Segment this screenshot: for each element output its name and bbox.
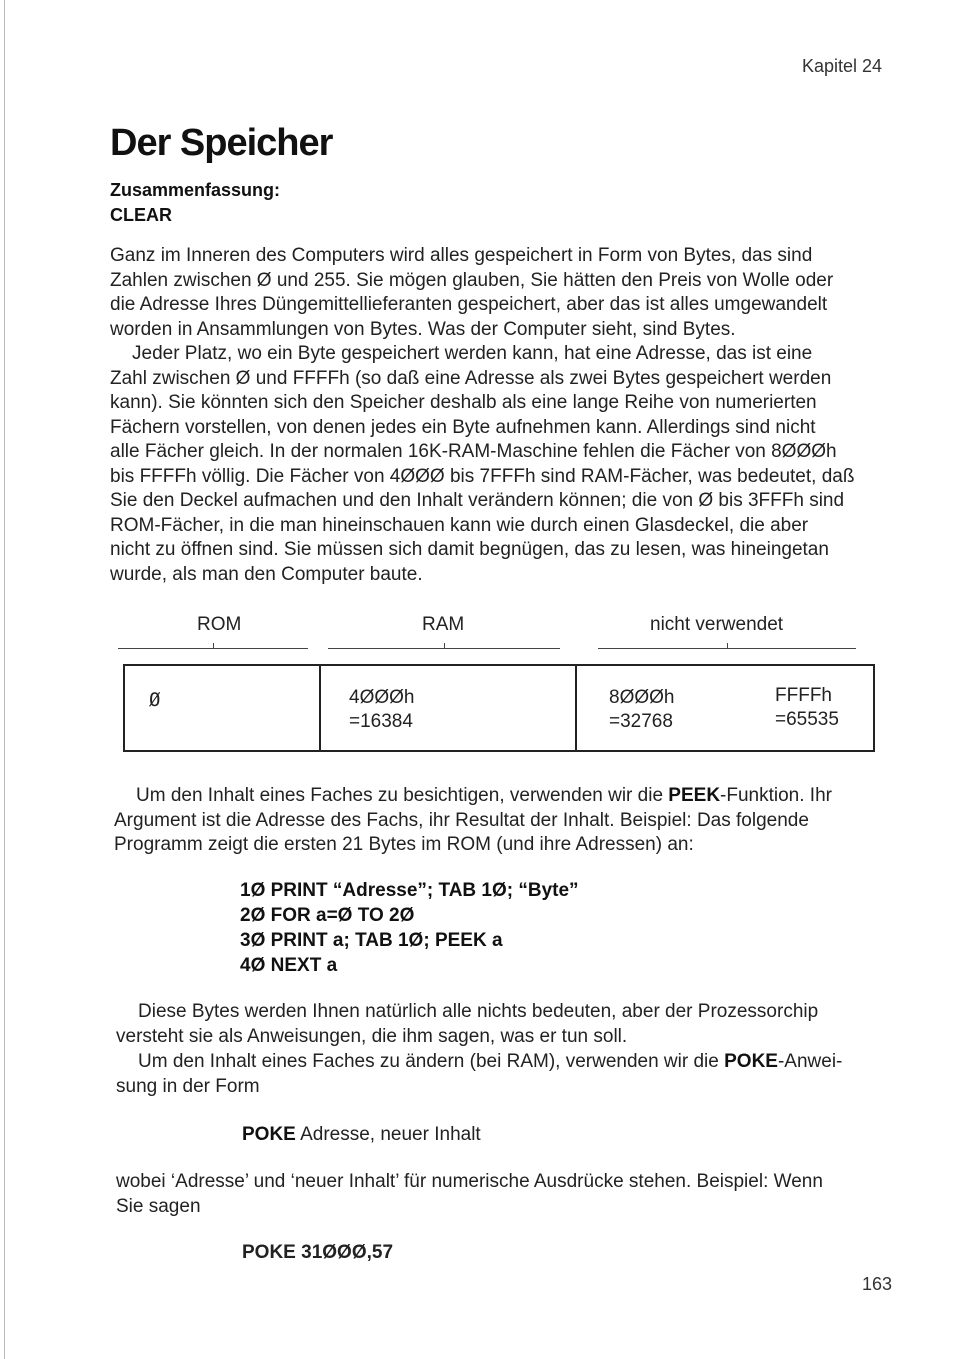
rom-label: ROM — [197, 614, 242, 635]
page-number: 163 — [861, 1274, 892, 1294]
memory-address — [349, 686, 414, 734]
memory-cell-unused — [577, 666, 873, 750]
code-line: 2Ø FOR a=Ø TO 2Ø — [240, 905, 415, 926]
memory-address-end — [775, 684, 839, 732]
program-listing — [240, 878, 579, 978]
paragraph-peek — [114, 784, 894, 858]
paragraph-addresses — [110, 342, 890, 587]
rom-brace — [118, 648, 308, 659]
address-hex: 4ØØØh — [349, 687, 415, 708]
address-hex: FFFFh — [775, 685, 832, 706]
summary-label: Zusammenfassung: — [110, 180, 281, 200]
text-line: Jeder Platz, wo ein Byte gespeichert werden kann, hat eine Adresse, das ist eine — [132, 343, 813, 364]
text-fragment: Um den Inhalt eines Faches zu ändern (bei RAM), verwenden wir die — [138, 1051, 725, 1072]
memory-address — [609, 686, 674, 734]
text-line: Ganz im Inneren des Computers wird alles gespeichert in Form von Bytes, das sind — [110, 245, 813, 266]
summary-keyword: CLEAR — [110, 205, 172, 225]
text-line: bis FFFFh völlig. Die Fächer von 4ØØØ bis 7FFFh sind RAM-Fächer, was bedeutet, daß — [110, 465, 855, 487]
paragraph-example-intro — [116, 1170, 896, 1219]
ram-label: RAM — [422, 614, 465, 635]
text-line: Sie sagen — [116, 1195, 201, 1217]
text-line: Argument ist die Adresse des Fachs, ihr Resultat der Inhalt. Beispiel: Das folgende — [114, 809, 809, 831]
text-fragment: Um den Inhalt eines Faches zu besichtigen, verwenden wir die — [136, 785, 669, 806]
page-title: Der Speicher — [110, 122, 333, 164]
address-decimal: =32768 — [609, 711, 673, 732]
address-hex: 8ØØØh — [609, 687, 675, 708]
text-line: alle Fächer gleich. In der normalen 16K-RAM-Maschine fehlen die Fächer von 8ØØØh — [110, 441, 837, 462]
poke-example: POKE 31ØØØ,57 — [242, 1242, 394, 1263]
paragraph-intro — [110, 244, 890, 342]
text-line: wurde, als man den Computer baute. — [110, 563, 423, 585]
poke-syntax — [242, 1124, 481, 1146]
text-line — [114, 784, 894, 809]
memory-address: Ø — [149, 689, 161, 711]
paragraph-poke — [116, 1050, 896, 1099]
text-line: worden in Ansammlungen von Bytes. Was der Computer sieht, sind Bytes. — [110, 318, 736, 340]
summary-block — [110, 178, 280, 228]
unused-brace — [598, 648, 856, 659]
unused-label: nicht verwendet — [650, 614, 784, 635]
page-edge — [4, 0, 5, 1359]
text-line: Programm zeigt die ersten 21 Bytes im ROM (und ihre Adressen) an: — [114, 834, 694, 855]
text-line: sung in der Form — [116, 1075, 260, 1097]
poke-keyword: POKE — [724, 1051, 778, 1072]
ram-brace — [328, 648, 560, 659]
text-line: versteht sie als Anweisungen, die ihm sagen, was er tun soll. — [116, 1025, 628, 1047]
text-line — [116, 1050, 896, 1075]
poke-args: Adresse, neuer Inhalt — [295, 1124, 481, 1145]
text-line: Sie den Deckel aufmachen und den Inhalt verändern können; die von Ø bis 3FFFh sind — [110, 490, 845, 511]
poke-keyword: POKE — [242, 1124, 296, 1145]
code-line: 1Ø PRINT “Adresse”; TAB 1Ø; “Byte” — [240, 880, 579, 901]
text-line: die Adresse Ihres Düngemittellieferanten gespeichert, aber das ist alles umgewandelt — [110, 294, 828, 315]
text-line: Zahlen zwischen Ø und 255. Sie mögen glauben, Sie hätten den Preis von Wolle oder — [110, 269, 834, 291]
code-line: 4Ø NEXT a — [240, 955, 338, 976]
text-fragment: -Funktion. Ihr — [720, 785, 832, 806]
memory-cell-rom — [125, 666, 321, 750]
text-line: ROM-Fächer, in die man hineinschauen kann wie durch einen Glasdeckel, die aber — [110, 514, 809, 536]
peek-keyword: PEEK — [668, 785, 721, 806]
text-line: wobei ‘Adresse’ und ‘neuer Inhalt’ für numerische Ausdrücke stehen. Beispiel: Wenn — [116, 1171, 823, 1192]
chapter-header: Kapitel 24 — [801, 56, 882, 76]
text-line: Diese Bytes werden Ihnen natürlich alle nichts bedeuten, aber der Prozessorchip — [138, 1001, 819, 1022]
text-line: kann). Sie könnten sich den Speicher deshalb als eine lange Reihe von numerierten — [110, 392, 817, 413]
text-fragment: -Anwei- — [777, 1051, 843, 1072]
text-line: Zahl zwischen Ø und FFFFh (so daß eine Adresse als zwei Bytes gespeichert werden — [110, 367, 832, 389]
address-decimal: =16384 — [349, 711, 413, 732]
code-line: 3Ø PRINT a; TAB 1Ø; PEEK a — [240, 930, 503, 951]
text-line: nicht zu öffnen sind. Sie müssen sich damit begnügen, das zu lesen, was hineingetan — [110, 539, 829, 560]
paragraph-bytes — [116, 1000, 896, 1049]
memory-cell-ram — [321, 666, 577, 750]
address-decimal: =65535 — [775, 709, 839, 730]
memory-map — [123, 664, 875, 752]
text-line: Fächern vorstellen, von denen jedes ein Byte aufnehmen kann. Allerdings sind nicht — [110, 416, 816, 438]
